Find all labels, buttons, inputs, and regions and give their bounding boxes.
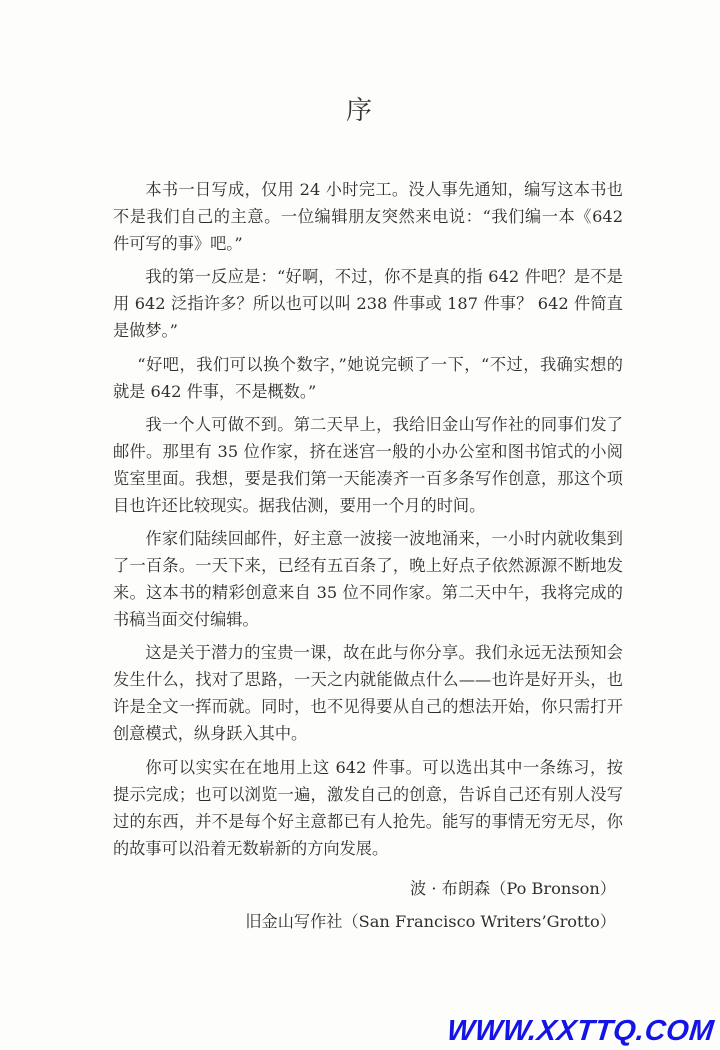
paragraph-2: 我的第一反应是：“好啊，不过，你不是真的指 642 件吧？是不是用 642 泛指许多？所以也可以叫 238 件事或 187 件事？ 642 件简直是做梦。” — [113, 267, 623, 341]
paragraph-4: 我一个人可做不到。第二天早上，我给旧金山写作社的同事们发了邮件。那里有 35 位作家，挤在迷宫一般的小办公室和图书馆式的小阅览室里面。我想，要是我们第一天能凑齐一百多条写作创意，那这个项目也许还比较现实。据我估测，要用一个月的时间。 — [113, 414, 623, 515]
paragraph-3: “好吧，我们可以换个数字，”她说完顿了一下，“不过，我确实想的就是 642 件事，不是概数。” — [113, 354, 623, 401]
signature-author: 波 · 布朗森（Po Bronson） — [410, 879, 616, 898]
page-title: 序 — [345, 96, 374, 126]
paragraph-6: 这是关于潜力的宝贵一课，故在此与你分享。我们永远无法预知会发生什么，找对了思路，一天之内就能做点什么——也许是好开头，也许是全文一挥而就。同时，也不见得要从自己的想法开始，你只需打开创意模式，纵身跃入其中。 — [113, 643, 623, 744]
paragraph-1: 本书一日写成，仅用 24 小时完工。没人事先通知，编写这本书也不是我们自己的主意。一位编辑朋友突然来电说：“我们编一本《642 件可写的事》吧。” — [113, 180, 623, 253]
watermark-link[interactable]: WWW.XXTTQ.COM — [445, 1015, 716, 1047]
signature-block — [245, 872, 616, 938]
body-text — [113, 176, 623, 868]
paragraph-5: 作家们陆续回邮件，好主意一波接一波地涌来，一小时内就收集到了一百条。一天下来，已经有五百条了，晚上好点子依然源源不断地发来。这本书的精彩创意来自 35 位不同作家。第二天中午，我将完成的书稿当面交付编辑。 — [113, 529, 623, 630]
signature-organization: 旧金山写作社（San Francisco Writers’Grotto） — [245, 912, 616, 931]
paragraph-7: 你可以实实在在地用上这 642 件事。可以选出其中一条练习，按提示完成；也可以浏览一遍，激发自己的创意，告诉自己还有别人没写过的东西，并不是每个好主意都已有人抢先。能写的事情无穷无尽，你的故事可以沿着无数崭新的方向发展。 — [113, 757, 623, 858]
